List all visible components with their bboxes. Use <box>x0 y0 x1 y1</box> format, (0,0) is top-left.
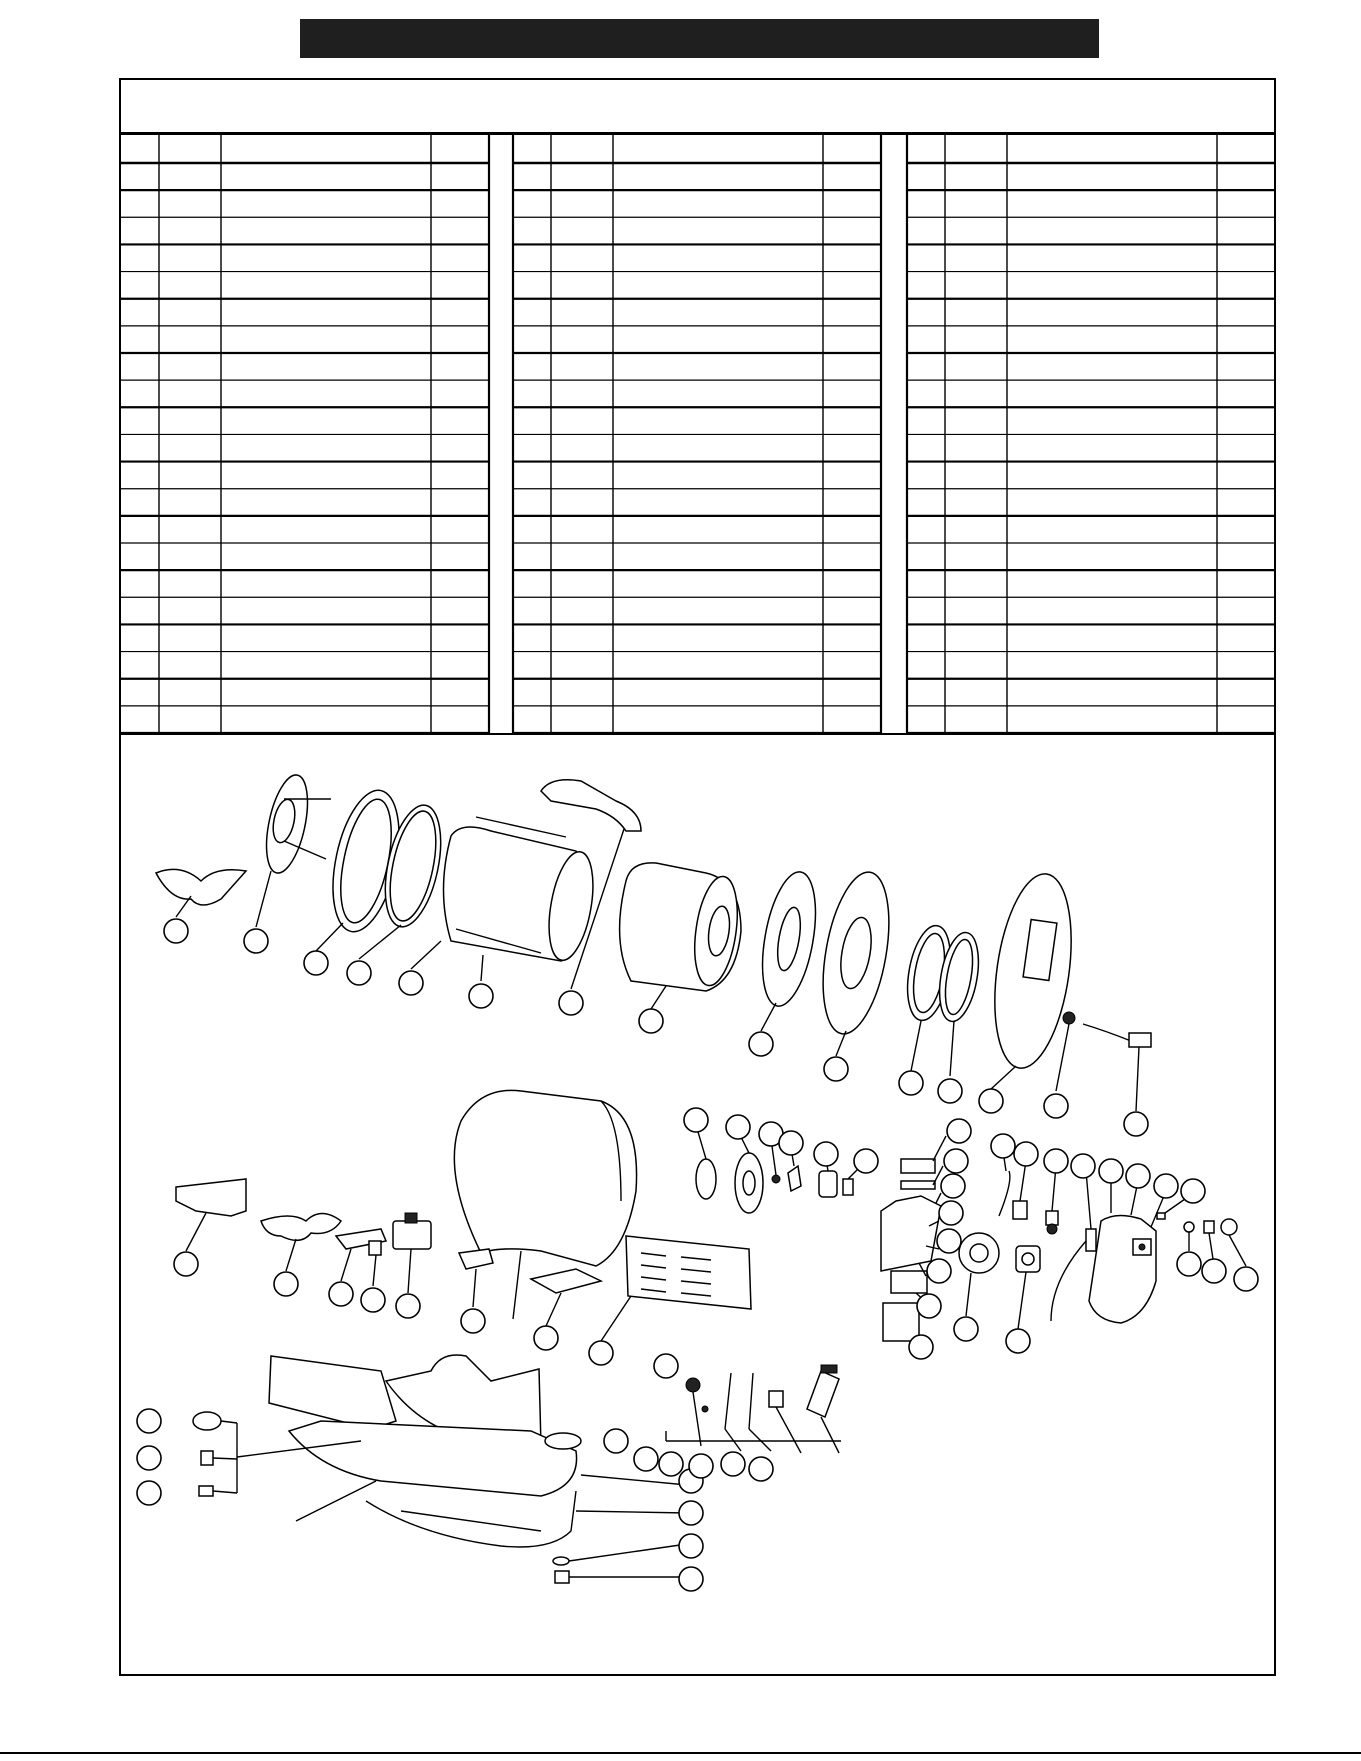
gasket-icon <box>316 784 450 959</box>
end-plate-icon <box>812 867 900 1056</box>
part-callout-circle <box>164 919 188 943</box>
part-callout-circle <box>937 1229 961 1253</box>
part-callout-circle <box>347 961 371 985</box>
pump-icon <box>959 1233 999 1316</box>
part-callout-circle <box>1006 1329 1030 1353</box>
fuel-tank-icon <box>269 1355 581 1496</box>
part-callout-circle <box>909 1335 933 1359</box>
part-callout-circle <box>1154 1174 1178 1198</box>
part-callout-circle <box>947 1119 971 1143</box>
part-callout-circle <box>917 1294 941 1318</box>
part-callout-circle <box>137 1481 161 1505</box>
part-callout-circle <box>639 1009 663 1033</box>
part-callout-circle <box>1099 1159 1123 1183</box>
part-callout-circle <box>1071 1154 1095 1178</box>
part-callout-circle <box>944 1149 968 1173</box>
part-callout-circle <box>941 1174 965 1198</box>
part-callout-circle <box>991 1134 1015 1158</box>
part-callout-circle <box>726 1115 750 1139</box>
part-callout-circle <box>1126 1164 1150 1188</box>
part-callout-circle <box>361 1288 385 1312</box>
part-callout-circle <box>604 1429 628 1453</box>
part-callout-circle <box>274 1272 298 1296</box>
parts-table <box>121 135 1274 735</box>
part-callout-circle <box>304 951 328 975</box>
part-callout-circle <box>559 991 583 1015</box>
part-callout-circle <box>679 1534 703 1558</box>
drain-plug-icon <box>553 1544 687 1583</box>
part-callout-circle <box>939 1201 963 1225</box>
bracket-icon <box>459 1249 493 1307</box>
part-callout-circle <box>1044 1094 1068 1118</box>
part-callout-circle <box>854 1149 878 1173</box>
part-callout-circle <box>938 1079 962 1103</box>
exploded-parts-diagram <box>121 741 1274 1676</box>
part-callout-circle <box>1177 1252 1201 1276</box>
ring-icon <box>901 922 985 1076</box>
bracket-icon <box>531 1269 601 1326</box>
part-callout-circle <box>534 1326 558 1350</box>
filter-icon <box>666 1365 841 1453</box>
solenoid-icon <box>1016 1246 1040 1329</box>
part-callout-circle <box>1234 1267 1258 1291</box>
part-callout-circle <box>684 1108 708 1132</box>
rear-plate-icon <box>984 869 1083 1089</box>
part-callout-circle <box>1124 1112 1148 1136</box>
power-cord-icon <box>1056 1012 1151 1111</box>
part-callout-circle <box>749 1032 773 1056</box>
part-callout-circle <box>679 1501 703 1525</box>
part-callout-circle <box>749 1457 773 1481</box>
rear-cover-icon <box>1051 1171 1166 1323</box>
part-callout-circle <box>1044 1149 1068 1173</box>
footer-rule <box>0 1752 1361 1754</box>
section-title-row <box>121 80 1274 135</box>
part-callout-circle <box>396 1294 420 1318</box>
part-callout-circle <box>927 1259 951 1283</box>
part-callout-circle <box>174 1252 198 1276</box>
part-callout-circle <box>399 971 423 995</box>
part-callout-circle <box>979 1089 1003 1113</box>
combustion-chamber-icon <box>620 863 744 1009</box>
part-callout-circle <box>721 1452 745 1476</box>
grille-icon <box>601 1236 751 1341</box>
part-callout-circle <box>679 1567 703 1591</box>
part-callout-circle <box>659 1452 683 1476</box>
part-callout-circle <box>954 1317 978 1341</box>
bracket-icon <box>336 1229 386 1286</box>
part-callout-circle <box>634 1447 658 1471</box>
part-callout-circle <box>779 1131 803 1155</box>
part-callout-circle <box>469 984 493 1008</box>
part-callout-circle <box>137 1446 161 1470</box>
part-callout-circle <box>244 929 268 953</box>
parts-list-frame <box>119 78 1276 1676</box>
part-callout-circle <box>1014 1142 1038 1166</box>
part-callout-circle <box>1202 1259 1226 1283</box>
header-bar <box>300 19 1099 58</box>
part-callout-circle <box>824 1057 848 1081</box>
fan-guard-icon <box>156 869 246 917</box>
part-callout-circle <box>654 1354 678 1378</box>
part-callout-circle <box>689 1454 713 1478</box>
part-callout-circle <box>814 1142 838 1166</box>
part-callout-circle <box>899 1071 923 1095</box>
fitting-icon <box>1157 1199 1246 1266</box>
guard-ring-icon <box>256 771 331 927</box>
disc-icon <box>754 868 825 1031</box>
part-callout-circle <box>1181 1179 1205 1203</box>
part-callout-circle <box>461 1309 485 1333</box>
fan-blade-icon <box>261 1214 341 1272</box>
part-callout-circle <box>137 1409 161 1433</box>
part-callout-circle <box>329 1282 353 1306</box>
part-callout-circle <box>589 1341 613 1365</box>
bracket-icon <box>176 1179 246 1251</box>
motor-icon <box>393 1213 431 1293</box>
